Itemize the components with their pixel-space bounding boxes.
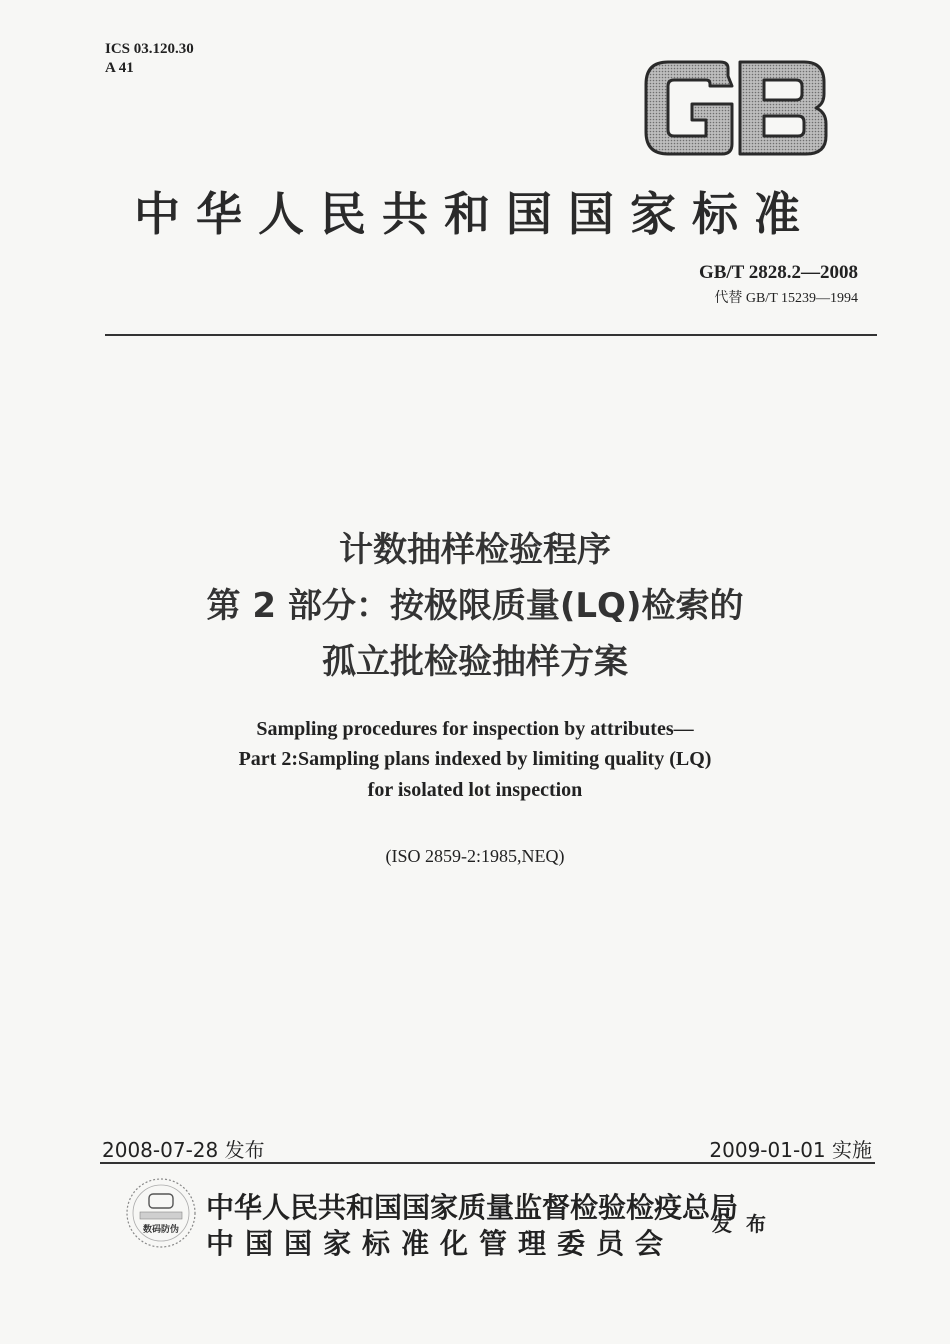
- title-en-line2: Part 2:Sampling plans indexed by limiting quality (LQ): [238, 748, 712, 770]
- standard-number: GB/T 2828.2—2008: [698, 262, 858, 283]
- header-divider: [105, 334, 877, 336]
- footer-divider: [100, 1162, 875, 1164]
- issue-date: 2008-07-28 发布: [102, 1138, 265, 1162]
- ccs-code: A 41: [105, 60, 134, 76]
- replaces-standard: 代替 GB/T 15239—1994: [714, 291, 858, 306]
- ics-block: [105, 40, 194, 78]
- issuer-sac: 中国国家标准化管理委员会: [206, 1227, 675, 1260]
- gb-logo-icon: [640, 58, 830, 158]
- national-standard-title: 中华人民共和国国家标准: [134, 187, 816, 241]
- title-en-line1: Sampling procedures for inspection by attributes—: [256, 718, 694, 740]
- iso-reference: (ISO 2859-2:1985,NEQ): [385, 846, 565, 866]
- title-en-line3: for isolated lot inspection: [367, 779, 583, 801]
- title-cn-line3: 孤立批检验抽样方案: [322, 642, 628, 682]
- anti-counterfeit-seal-icon: [124, 1176, 198, 1250]
- seal-label: 数码防伪: [142, 1225, 180, 1235]
- issuer-aqsiq: 中华人民共和国国家质量监督检验检疫总局: [206, 1191, 739, 1224]
- ics-code: ICS 03.120.30: [105, 41, 194, 57]
- title-cn-line1: 计数抽样检验程序: [339, 530, 611, 570]
- publish-label: 发布: [712, 1212, 780, 1236]
- implement-date: 2009-01-01 实施: [709, 1138, 872, 1162]
- title-cn-line2: 第 2 部分：按极限质量(LQ)检索的: [206, 586, 744, 626]
